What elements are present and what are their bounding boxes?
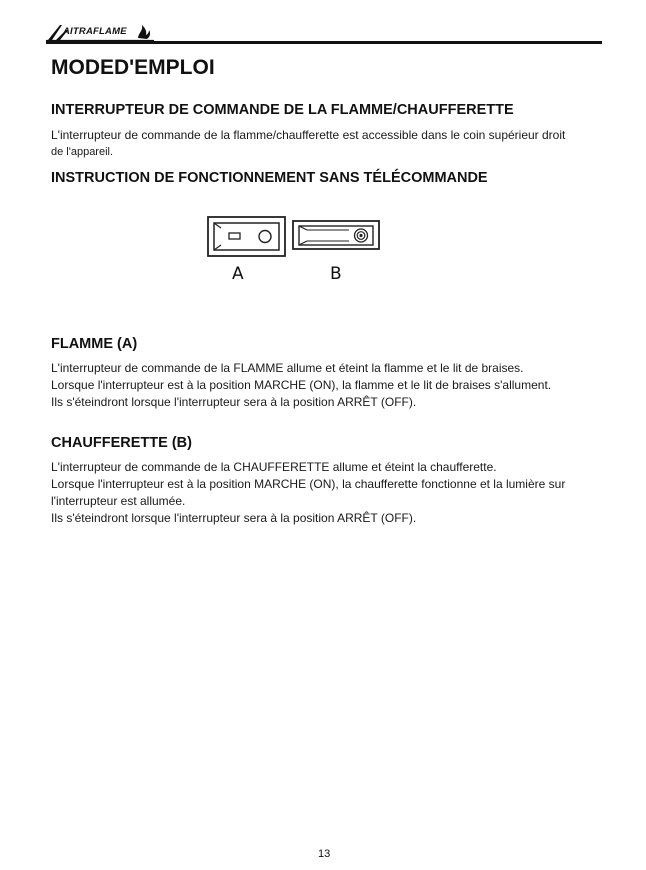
figure-label-b: B — [330, 264, 342, 284]
header-rule — [46, 41, 602, 44]
switch-a-icon — [208, 217, 285, 256]
figure-label-a: A — [232, 264, 244, 284]
switch-b-icon — [293, 221, 379, 249]
section-heading-instruction: INSTRUCTION DE FONCTIONNEMENT SANS TÉLÉCOMMANDE — [51, 170, 488, 186]
section-heading-chaufferette: CHAUFFERETTE (B) — [51, 435, 192, 451]
switch-illustration — [206, 213, 384, 263]
section-heading-interrupteur: INTERRUPTEUR DE COMMANDE DE LA FLAMME/CHAUFFERETTE — [51, 102, 514, 118]
section-text-flamme — [51, 360, 551, 411]
section-text-chaufferette — [51, 459, 565, 527]
section-heading-flamme: FLAMME (A) — [51, 336, 138, 352]
text-line: Lorsque l'interrupteur est à la position MARCHE (ON), la flamme et le lit de braises s'allument. — [51, 378, 552, 392]
text-line: Ils s'éteindront lorsque l'interrupteur sera à la position ARRÊT (OFF). — [51, 395, 417, 409]
text-line: Lorsque l'interrupteur est à la position MARCHE (ON), la chaufferette fonctionne et la lumière sur — [51, 477, 566, 491]
page-title: MODED'EMPLOI — [51, 56, 215, 79]
brand-name: AITRAFLAME — [63, 26, 127, 37]
section-text-interrupteur — [51, 127, 565, 161]
text-line: de l'appareil. — [51, 146, 114, 158]
text-line: L'interrupteur de commande de la flamme/chaufferette est accessible dans le coin supérieur droit — [51, 128, 566, 142]
text-line: Ils s'éteindront lorsque l'interrupteur sera à la position ARRÊT (OFF). — [51, 511, 417, 525]
page-number: 13 — [318, 848, 331, 860]
text-line: l'interrupteur est allumée. — [51, 494, 186, 508]
text-line: L'interrupteur de commande de la FLAMME allume et éteint la flamme et le lit de braises. — [51, 361, 524, 375]
text-line: L'interrupteur de commande de la CHAUFFERETTE allume et éteint la chaufferette. — [51, 460, 497, 474]
brand-logo — [46, 22, 156, 42]
